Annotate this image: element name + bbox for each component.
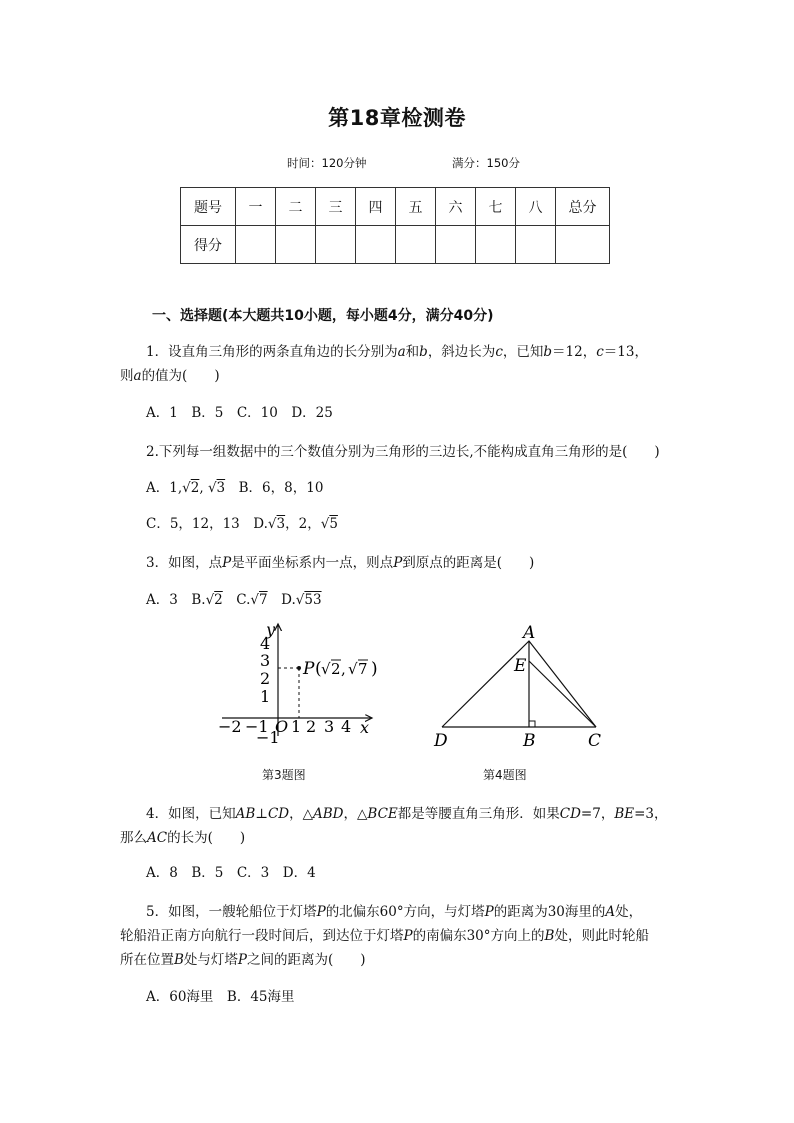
table-cell: 得分 bbox=[181, 226, 236, 264]
point-p-paren-close: ) bbox=[371, 659, 378, 679]
question-5: 5．如图，一艘轮船位于灯塔P的北偏东60°方向，与灯塔P的距离为30海里的A处， bbox=[146, 904, 643, 920]
vertex-c-label: C bbox=[588, 731, 602, 751]
table-cell: 六 bbox=[436, 188, 476, 226]
point-p-paren-open: ( bbox=[315, 659, 322, 679]
x-tick-label: −2 bbox=[218, 717, 242, 736]
table-cell bbox=[276, 226, 316, 264]
y-tick-label: 4 bbox=[260, 634, 271, 653]
table-cell bbox=[396, 226, 436, 264]
table-cell: 题号 bbox=[181, 188, 236, 226]
question-5-options: A．60海里 B．45海里 bbox=[146, 989, 295, 1005]
vertex-a-label: A bbox=[523, 623, 536, 643]
table-cell bbox=[436, 226, 476, 264]
point-p-radical: √ bbox=[321, 660, 331, 678]
figure-3-caption: 第3题图 bbox=[262, 768, 306, 782]
question-1: 1．设直角三角形的两条直角边的长分别为a和b，斜边长为c，已知b＝12，c＝13， bbox=[146, 344, 648, 360]
question-5-line2: 轮船沿正南方向航行一段时间后，到达位于灯塔P的南偏东30°方向上的B处，则此时轮船 bbox=[120, 928, 649, 944]
table-cell bbox=[236, 226, 276, 264]
section-heading: 一、选择题(本大题共10小题，每小题4分，满分40分) bbox=[152, 308, 494, 324]
point-p-label: P bbox=[303, 659, 315, 679]
table-row bbox=[181, 226, 610, 264]
question-2-options-cd: C．5，12，13 D.√3，2，√5 bbox=[146, 516, 338, 532]
y-tick-label-negative: −1 bbox=[256, 728, 280, 747]
table-row bbox=[181, 188, 610, 226]
table-cell bbox=[356, 226, 396, 264]
right-angle-mark bbox=[529, 721, 535, 727]
point-p-comma: , bbox=[341, 660, 346, 678]
question-1-line2: 则a的值为( ) bbox=[120, 368, 220, 384]
question-4-options: A．8 B．5 C．3 D．4 bbox=[146, 865, 316, 881]
x-tick-label: 4 bbox=[341, 717, 352, 736]
question-3-options: A．3 B.√2 C.√7 D.√53 bbox=[146, 592, 322, 608]
table-cell bbox=[476, 226, 516, 264]
y-axis-label: y bbox=[266, 620, 276, 639]
table-cell: 四 bbox=[356, 188, 396, 226]
figure-3-coordinate-plane bbox=[210, 618, 390, 748]
table-cell bbox=[556, 226, 610, 264]
table-cell: 七 bbox=[476, 188, 516, 226]
score-table bbox=[180, 187, 610, 264]
table-cell: 一 bbox=[236, 188, 276, 226]
point-p-y: 7 bbox=[358, 660, 368, 678]
question-5-line3: 所在位置B处与灯塔P之间的距离为( ) bbox=[120, 952, 366, 968]
x-axis-label: x bbox=[360, 718, 370, 737]
vertex-b-label: B bbox=[523, 731, 536, 751]
point-p-marker bbox=[297, 666, 301, 670]
exam-full-score: 满分：150分 bbox=[452, 156, 520, 170]
point-p-radical: √ bbox=[348, 660, 358, 678]
table-cell: 五 bbox=[396, 188, 436, 226]
vertex-d-label: D bbox=[434, 731, 448, 751]
figure-4-caption: 第4题图 bbox=[483, 768, 527, 782]
y-tick-label: 1 bbox=[260, 687, 271, 706]
point-p-x: 2 bbox=[331, 660, 341, 678]
figure-4-triangles bbox=[428, 618, 618, 754]
question-4: 4．如图，已知AB⊥CD，△ABD，△BCE都是等腰直角三角形．如果CD=7，BE=3， bbox=[146, 806, 668, 822]
x-tick-label: 1 bbox=[291, 717, 302, 736]
page-title: 第18章检测卷 bbox=[328, 106, 466, 130]
x-tick-label: 3 bbox=[324, 717, 335, 736]
question-1-options: A．1 B．5 C．10 D．25 bbox=[146, 405, 333, 421]
point-e-label: E bbox=[514, 656, 527, 676]
table-cell: 总分 bbox=[556, 188, 610, 226]
question-4-line2: 那么AC的长为( ) bbox=[120, 830, 246, 846]
origin-label: O bbox=[275, 717, 289, 736]
y-tick-label: 2 bbox=[260, 669, 271, 688]
table-cell bbox=[516, 226, 556, 264]
table-cell bbox=[316, 226, 356, 264]
question-3: 3．如图，点P是平面坐标系内一点，则点P到原点的距离是( ) bbox=[146, 555, 535, 571]
table-cell: 八 bbox=[516, 188, 556, 226]
x-tick-label: 2 bbox=[306, 717, 317, 736]
triangle-outline bbox=[442, 641, 596, 727]
x-tick-label: −1 bbox=[245, 717, 269, 736]
table-cell: 二 bbox=[276, 188, 316, 226]
exam-time: 时间：120分钟 bbox=[287, 156, 367, 170]
y-tick-label: 3 bbox=[260, 651, 271, 670]
question-2: 2.下列每一组数据中的三个数值分别为三角形的三边长,不能构成直角三角形的是( ) bbox=[146, 444, 660, 460]
table-cell: 三 bbox=[316, 188, 356, 226]
question-2-options-ab: A．1,√2, √3 B．6，8，10 bbox=[146, 480, 324, 496]
segment-ec bbox=[529, 661, 596, 727]
